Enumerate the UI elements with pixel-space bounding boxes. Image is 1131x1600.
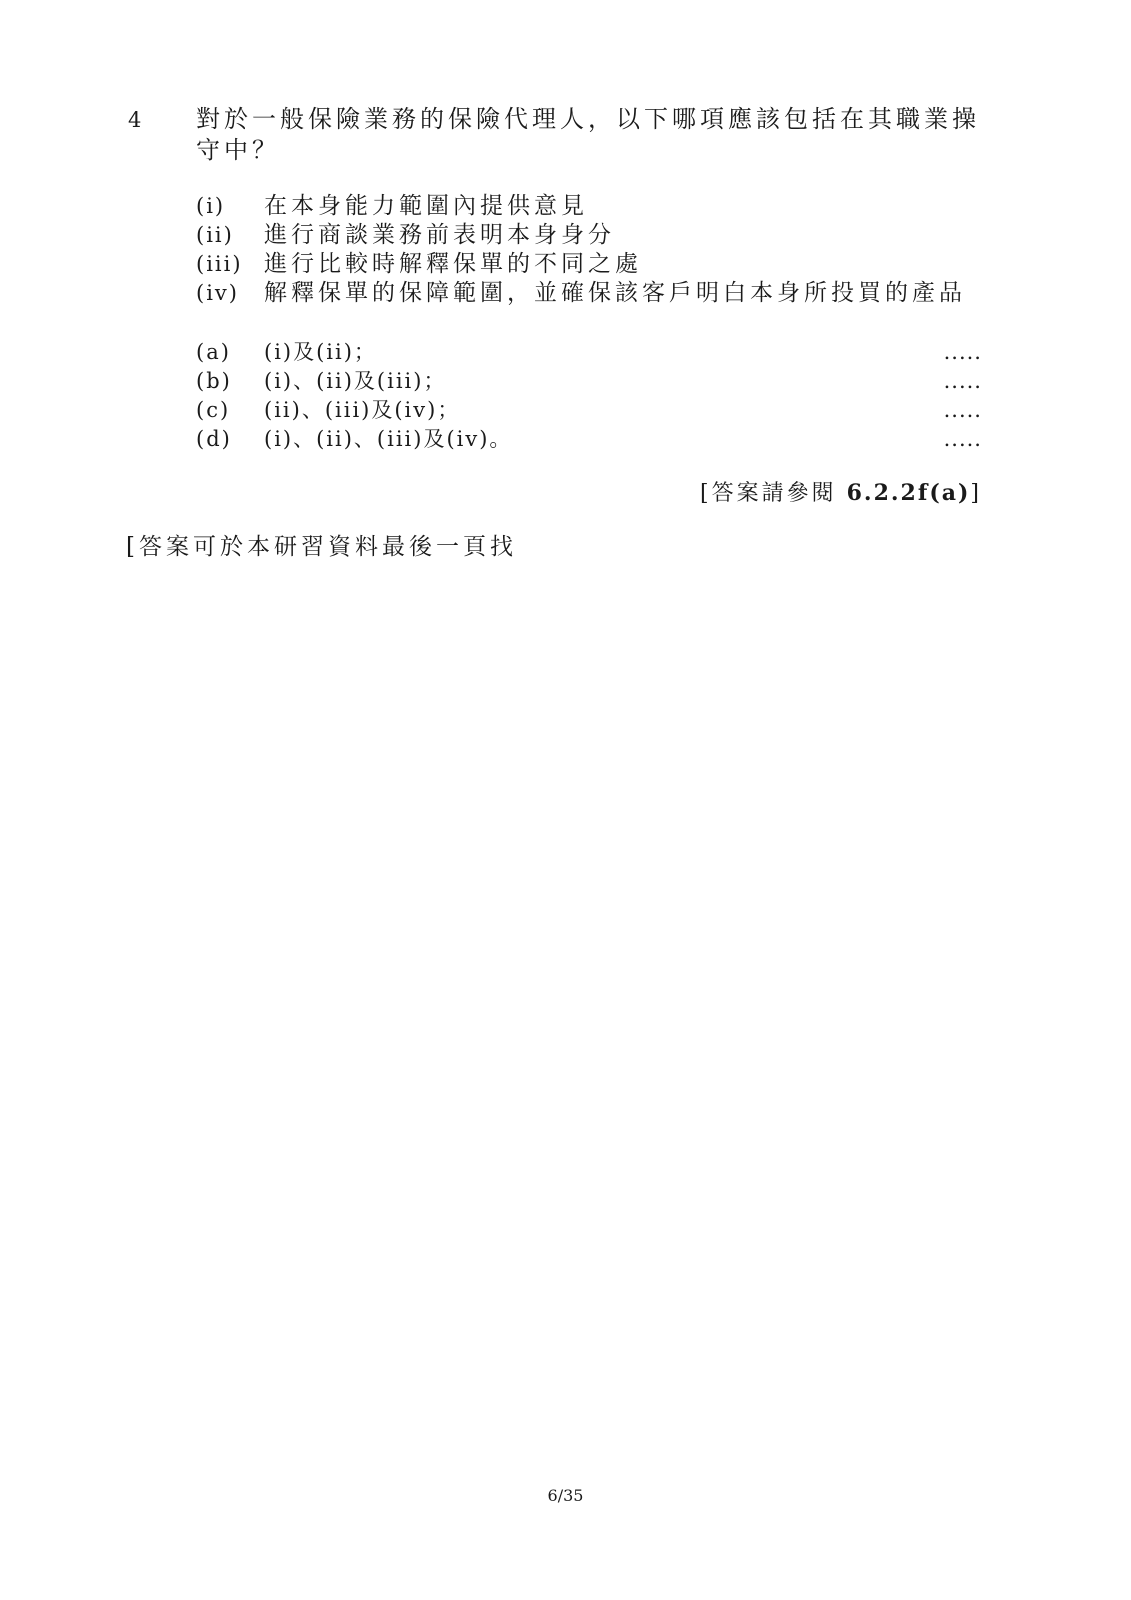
answer-reference [700,476,982,507]
option-text: (ii)、(iii)及(iv)； [264,398,461,422]
answer-option-d [196,425,982,454]
answer-option-a [196,338,982,367]
reference-prefix: [答案請參閱 [700,481,847,506]
option-dots: ..... [943,427,982,451]
option-dots: ..... [943,398,982,422]
question-stem: 對於一般保險業務的保險代理人，以下哪項應該包括在其職業操守中？ [196,105,980,164]
option-dots: ..... [943,340,982,364]
question-number: 4 [128,108,142,132]
answer-options [196,338,982,454]
statement-list [196,192,996,308]
option-text: (i)、(ii)、(iii)及(iv)。 [264,427,513,451]
option-dots: ..... [943,369,982,393]
statement-item [196,221,996,250]
statement-item [196,192,996,221]
statement-text: 進行比較時解釋保單的不同之處 [264,251,642,277]
statement-number: (iii) [196,252,243,276]
answer-option-b [196,367,982,396]
statement-text: 在本身能力範圍內提供意見 [264,193,588,219]
statement-text: 解釋保單的保障範圍，並確保該客戶明白本身所投買的產品 [264,280,966,306]
option-letter: (d) [196,427,232,451]
statement-number: (ii) [196,223,234,247]
option-letter: (c) [196,398,231,422]
reference-code: 6.2.2f(a) [846,480,971,506]
page-number: 6/35 [547,1486,584,1505]
option-letter: (a) [196,340,231,364]
statement-text: 進行商談業務前表明本身身分 [264,222,615,248]
statement-number: (i) [196,194,226,218]
statement-item [196,279,996,308]
statement-number: (iv) [196,281,239,305]
option-text: (i)、(ii)及(iii)； [264,369,447,393]
statement-item [196,250,996,279]
option-text: (i)及(ii)； [264,340,377,364]
answer-note: [答案可於本研習資料最後一頁找 [126,534,517,560]
reference-suffix: ] [970,481,982,506]
option-letter: (b) [196,369,232,393]
answer-option-c [196,396,982,425]
